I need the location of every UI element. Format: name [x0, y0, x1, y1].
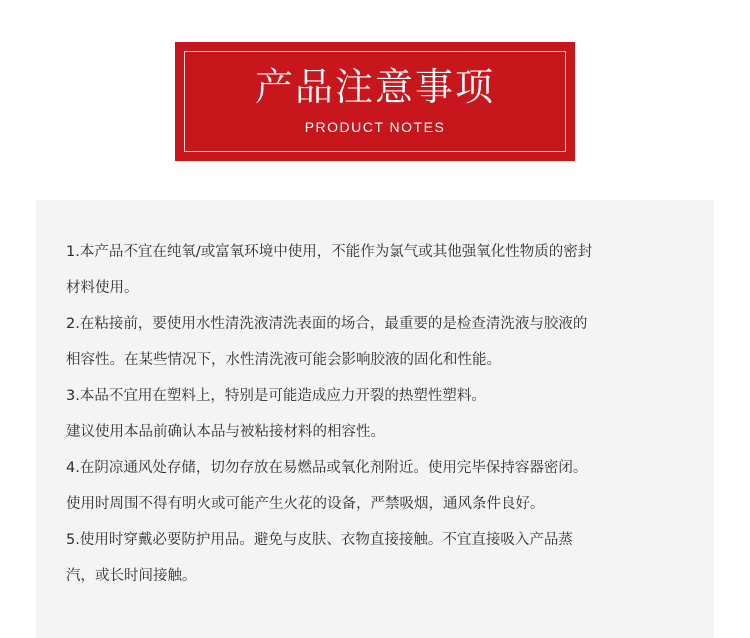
notes-text	[66, 234, 694, 594]
title-banner	[175, 42, 575, 161]
note-line: 1.本产品不宜在纯氧/或富氧环境中使用，不能作为氯气或其他强氧化性物质的密封	[66, 244, 593, 260]
note-line: 2.在粘接前，要使用水性清洗液清洗表面的场合，最重要的是检查清洗液与胶液的	[66, 316, 588, 332]
note-line: 汽，或长时间接触。	[66, 568, 197, 584]
note-line: 使用时周围不得有明火或可能产生火花的设备，严禁吸烟，通风条件良好。	[66, 496, 545, 512]
banner-subtitle: PRODUCT NOTES	[304, 119, 446, 135]
note-line: 5.使用时穿戴必要防护用品。避免与皮肤、衣物直接接触。不宜直接吸入产品蒸	[66, 532, 573, 548]
note-line: 材料使用。	[66, 280, 139, 296]
note-line: 3.本品不宜用在塑料上，特别是可能造成应力开裂的热塑性塑料。	[66, 388, 486, 404]
banner-title: 产品注意事项	[254, 65, 495, 109]
note-line: 4.在阴凉通风处存储，切勿存放在易燃品或氧化剂附近。使用完毕保持容器密闭。	[66, 460, 588, 476]
notes-panel	[36, 200, 714, 638]
note-line: 建议使用本品前确认本品与被粘接材料的相容性。	[66, 424, 385, 440]
note-line: 相容性。在某些情况下，水性清洗液可能会影响胶液的固化和性能。	[66, 352, 501, 368]
